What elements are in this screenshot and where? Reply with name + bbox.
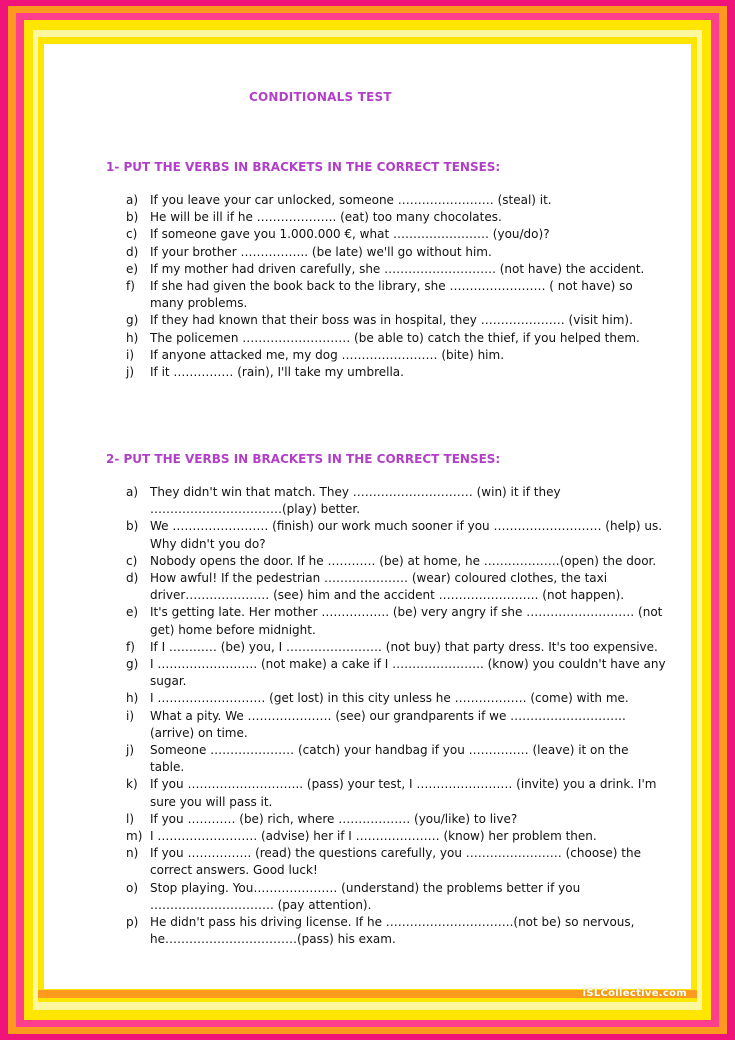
item-text: Nobody opens the door. If he ………… (be) at home, he ……………….(open) the door. xyxy=(150,553,657,568)
section-1-list xyxy=(126,192,666,381)
item-letter: h) xyxy=(126,330,139,345)
exercise-item xyxy=(126,845,666,879)
item-letter: n) xyxy=(126,846,139,861)
item-text: Stop playing. You………………… (understand) the problems better if you …………………………. (pay attention). xyxy=(150,880,581,912)
exercise-item xyxy=(126,209,666,226)
item-letter: f) xyxy=(126,279,135,294)
item-text: If I ………… (be) you, I …………………… (not buy) that party dress. It's too expensive. xyxy=(150,639,658,654)
item-text: If you ……………………….. (pass) your test, I …………………… (invite) you a drink. I'm sure you will pass it. xyxy=(150,777,657,809)
exercise-item xyxy=(126,828,666,845)
exercise-item xyxy=(126,312,666,329)
item-letter: a) xyxy=(126,193,139,207)
item-letter: o) xyxy=(126,880,139,895)
item-letter: b) xyxy=(126,210,139,225)
item-letter: c) xyxy=(126,227,138,242)
item-text: If my mother had driven carefully, she ………………………. (not have) the accident. xyxy=(150,261,645,276)
item-letter: c) xyxy=(126,553,138,568)
item-letter: e) xyxy=(126,261,139,276)
exercise-item xyxy=(126,604,666,638)
exercise-item xyxy=(126,811,666,828)
exercise-item xyxy=(126,708,666,742)
item-text: If anyone attacked me, my dog …………………… (bite) him. xyxy=(150,347,505,362)
item-text: It's getting late. Her mother …………….. (be) very angry if she ……………………… (not get) home before midnight. xyxy=(150,605,663,637)
exercise-item xyxy=(126,553,666,570)
item-letter: g) xyxy=(126,657,139,672)
exercise-item xyxy=(126,742,666,776)
exercise-item xyxy=(126,192,666,209)
item-text: If your brother …………….. (be late) we'll go without him. xyxy=(150,244,492,259)
exercise-item xyxy=(126,364,666,381)
item-text: If you leave your car unlocked, someone …………………… (steal) it. xyxy=(150,193,552,207)
item-letter: p) xyxy=(126,915,139,930)
item-text: If you ………… (be) rich, where ……………… (you/like) to live? xyxy=(150,811,518,826)
item-text: I ……………………. (advise) her if I ………………… (know) her problem then. xyxy=(150,829,597,844)
exercise-item xyxy=(126,226,666,243)
item-letter: i) xyxy=(126,708,135,723)
exercise-item xyxy=(126,690,666,707)
section-1-heading: 1- PUT THE VERBS IN BRACKETS IN THE CORRECT TENSES: xyxy=(106,160,501,174)
exercise-item xyxy=(126,484,666,518)
item-text: He didn't pass his driving license. If he …………………………..(not be) so nervous, he……………………………(pass) his exam. xyxy=(150,915,635,947)
item-text: We …………………… (finish) our work much sooner if you ……………………… (help) us. Why didn't you do? xyxy=(150,519,663,551)
item-letter: d) xyxy=(126,571,139,586)
item-text: If someone gave you 1.000.000 €, what …………………… (you/do)? xyxy=(150,227,550,242)
watermark: iSLCollective.com xyxy=(582,988,687,999)
exercise-item xyxy=(126,776,666,810)
item-letter: l) xyxy=(126,811,135,826)
worksheet-page xyxy=(44,44,691,989)
item-text: I ……………………. (not make) a cake if I ………………….. (know) you couldn't have any sugar. xyxy=(150,657,666,689)
exercise-item xyxy=(126,639,666,656)
item-letter: b) xyxy=(126,519,139,534)
item-text: He will be ill if he ……………….. (eat) too many chocolates. xyxy=(150,210,502,225)
section-2-list xyxy=(126,484,666,948)
item-letter: j) xyxy=(126,743,135,758)
exercise-item xyxy=(126,278,666,312)
item-text: If it …………… (rain), I'll take my umbrella. xyxy=(150,365,404,380)
item-letter: d) xyxy=(126,244,139,259)
exercise-item xyxy=(126,570,666,604)
item-letter: a) xyxy=(126,485,139,499)
item-text: I ……………………… (get lost) in this city unless he ……………… (come) with me. xyxy=(150,691,629,706)
item-text: How awful! If the pedestrian ………………… (wear) coloured clothes, the taxi driver………………… (see) him and the accident ……………………. (not happen). xyxy=(150,571,625,603)
item-letter: f) xyxy=(126,639,135,654)
item-text: They didn't win that match. They ………………………… (win) it if they ……………………………(play) better. xyxy=(150,485,561,517)
item-letter: m) xyxy=(126,829,143,844)
exercise-item xyxy=(126,656,666,690)
item-text: The policemen ……………………… (be able to) catch the thief, if you helped them. xyxy=(150,330,640,345)
item-text: If she had given the book back to the library, she …………………… ( not have) so many problems. xyxy=(150,279,633,311)
item-letter: h) xyxy=(126,691,139,706)
item-text: Someone ………………… (catch) your handbag if you …………… (leave) it on the table. xyxy=(150,743,629,775)
item-letter: k) xyxy=(126,777,138,792)
item-text: What a pity. We ………………… (see) our grandparents if we ……………………….. (arrive) on time. xyxy=(150,708,626,740)
item-letter: i) xyxy=(126,347,135,362)
exercise-item xyxy=(126,261,666,278)
exercise-item xyxy=(126,244,666,261)
exercise-item xyxy=(126,330,666,347)
page-title: CONDITIONALS TEST xyxy=(249,90,392,104)
item-letter: g) xyxy=(126,313,139,328)
exercise-item xyxy=(126,347,666,364)
exercise-item xyxy=(126,518,666,552)
exercise-item xyxy=(126,880,666,914)
exercise-item xyxy=(126,914,666,948)
item-letter: j) xyxy=(126,365,135,380)
item-text: If you ……………. (read) the questions carefully, you …………………… (choose) the correct answers. Good luck! xyxy=(150,846,641,878)
item-text: If they had known that their boss was in hospital, they ………………… (visit him). xyxy=(150,313,633,328)
item-letter: e) xyxy=(126,605,139,620)
section-2-heading: 2- PUT THE VERBS IN BRACKETS IN THE CORRECT TENSES: xyxy=(106,452,501,466)
